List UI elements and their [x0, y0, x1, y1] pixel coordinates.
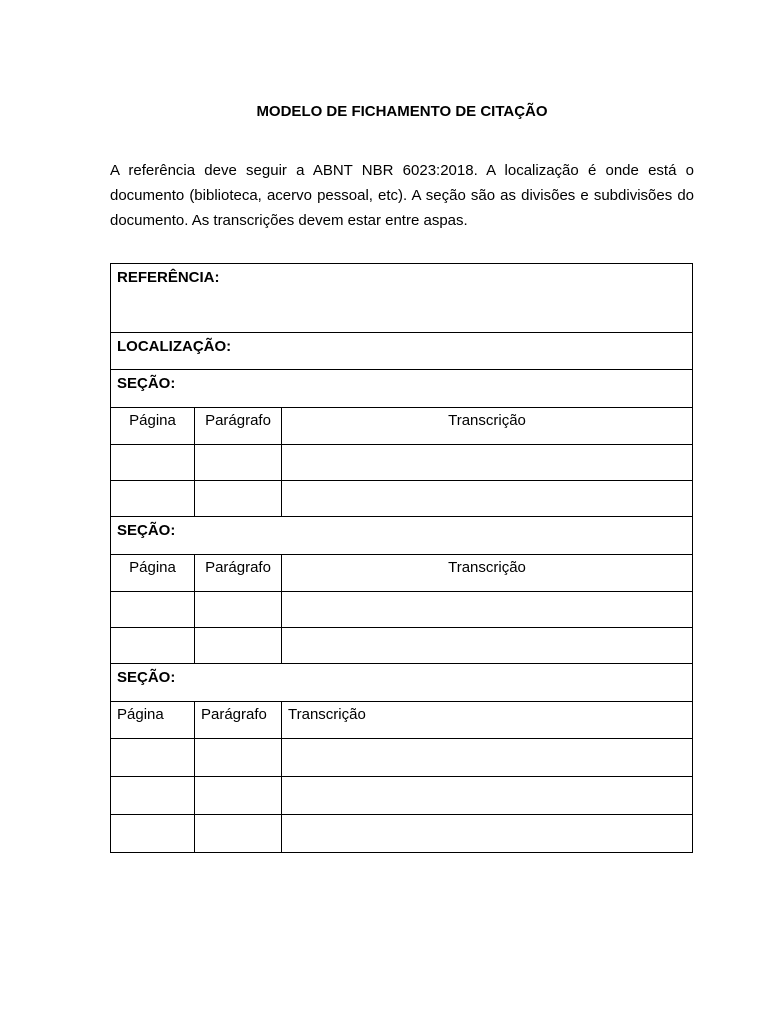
- table-row: [111, 628, 693, 664]
- transcricao-cell[interactable]: [282, 739, 693, 777]
- col-header-paragrafo: Parágrafo: [195, 555, 282, 592]
- paragrafo-cell[interactable]: [195, 628, 282, 664]
- pagina-cell[interactable]: [111, 445, 195, 481]
- pagina-cell[interactable]: [111, 777, 195, 815]
- paragrafo-cell[interactable]: [195, 481, 282, 517]
- col-header-transcricao: Transcrição: [282, 702, 693, 739]
- secao-2-field[interactable]: [111, 517, 693, 555]
- secao-label: SEÇÃO:: [117, 522, 176, 539]
- pagina-cell[interactable]: [111, 815, 195, 853]
- paragrafo-cell[interactable]: [195, 777, 282, 815]
- secao-3-field[interactable]: [111, 664, 693, 702]
- table-row: [111, 481, 693, 517]
- col-header-paragrafo: Parágrafo: [195, 702, 282, 739]
- table-row: [111, 445, 693, 481]
- paragrafo-cell[interactable]: [195, 445, 282, 481]
- paragrafo-cell[interactable]: [195, 739, 282, 777]
- localizacao-field[interactable]: [111, 333, 693, 370]
- transcricao-cell[interactable]: [282, 481, 693, 517]
- document-title: MODELO DE FICHAMENTO DE CITAÇÃO: [256, 103, 548, 120]
- paragrafo-cell[interactable]: [195, 592, 282, 628]
- table-row: [111, 815, 693, 853]
- secao-1-field[interactable]: [111, 370, 693, 408]
- pagina-cell[interactable]: [111, 481, 195, 517]
- pagina-cell[interactable]: [111, 628, 195, 664]
- col-header-transcricao: Transcrição: [282, 555, 693, 592]
- pagina-cell[interactable]: [111, 739, 195, 777]
- transcricao-cell[interactable]: [282, 815, 693, 853]
- intro-paragraph: [110, 158, 694, 233]
- col-header-pagina: Página: [111, 408, 195, 445]
- localizacao-label: LOCALIZAÇÃO:: [117, 338, 232, 355]
- table-header-row: [111, 702, 693, 739]
- secao-label: SEÇÃO:: [117, 375, 176, 392]
- transcricao-cell[interactable]: [282, 628, 693, 664]
- transcricao-cell[interactable]: [282, 777, 693, 815]
- transcricao-cell[interactable]: [282, 445, 693, 481]
- transcricao-cell[interactable]: [282, 592, 693, 628]
- table-header-row: [111, 408, 693, 445]
- col-header-transcricao: Transcrição: [282, 408, 693, 445]
- secao-label: SEÇÃO:: [117, 669, 176, 686]
- col-header-pagina: Página: [111, 702, 195, 739]
- paragrafo-cell[interactable]: [195, 815, 282, 853]
- table-row: [111, 592, 693, 628]
- referencia-label: REFERÊNCIA:: [117, 269, 220, 286]
- pagina-cell[interactable]: [111, 592, 195, 628]
- table-row: [111, 777, 693, 815]
- fichamento-table: [110, 263, 693, 853]
- intro-text: A referência deve seguir a ABNT NBR 6023:2018. A localização é onde está o documento (biblioteca, acervo pessoal, etc). A seção são as divisões e subdivisões do documento. As transcrições devem estar entre aspas.: [110, 162, 694, 229]
- table-row: [111, 739, 693, 777]
- col-header-pagina: Página: [111, 555, 195, 592]
- table-header-row: [111, 555, 693, 592]
- referencia-field[interactable]: [111, 264, 693, 333]
- col-header-paragrafo: Parágrafo: [195, 408, 282, 445]
